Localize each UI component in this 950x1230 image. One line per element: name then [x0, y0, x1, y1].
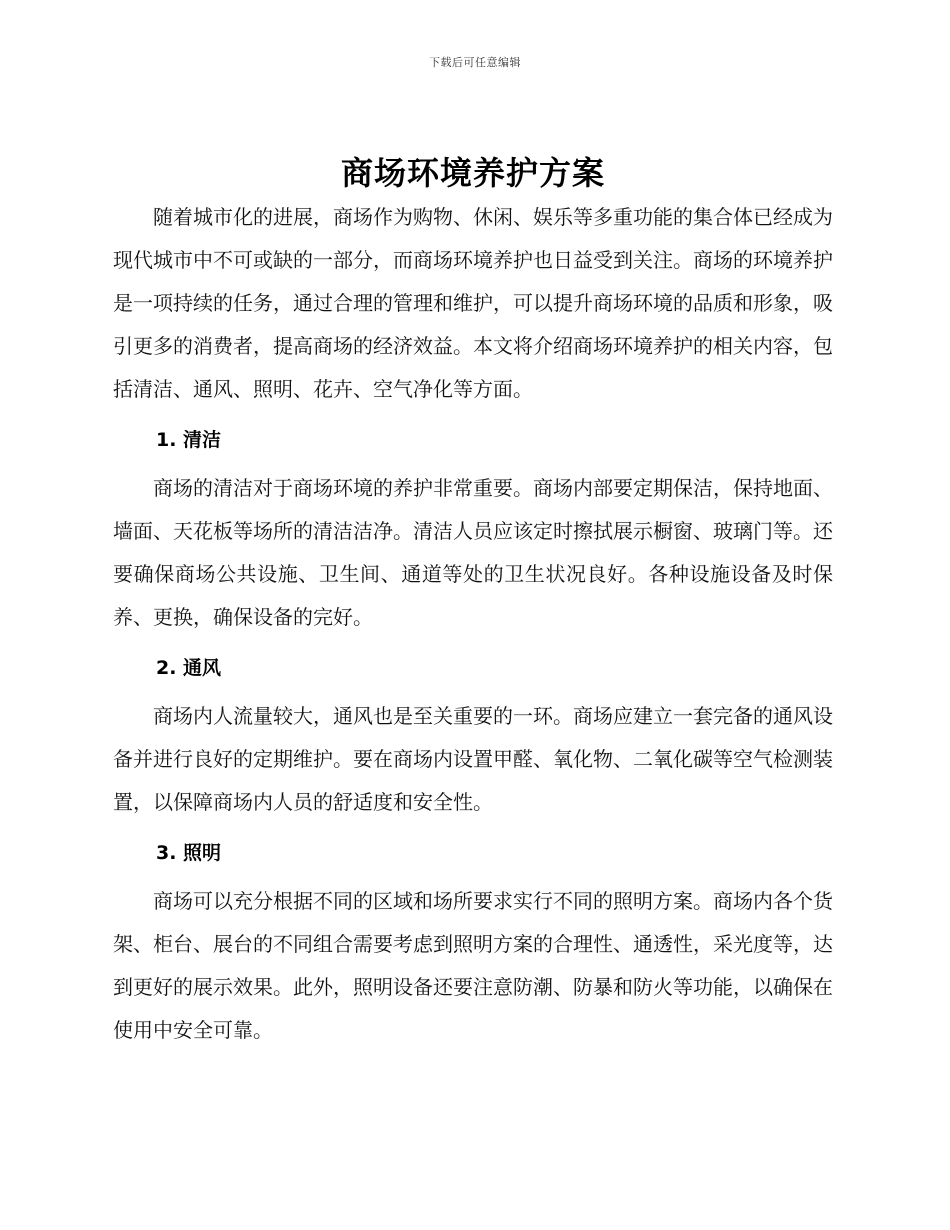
section-body-lighting: 商场可以充分根据不同的区域和场所要求实行不同的照明方案。商场内各个货架、柜台、展台的不同组合需要考虑到照明方案的合理性、通透性，采光度等，达到更好的展示效果。此外，照明设备还要注意防潮、防暴和防火等功能，以确保在使用中安全可靠。: [113, 889, 833, 1042]
section-heading-lighting: 3. 照明: [156, 842, 222, 864]
intro-paragraph: 随着城市化的进展，商场作为购物、休闲、娱乐等多重功能的集合体已经成为现代城市中不可或缺的一部分，而商场环境养护也日益受到关注。商场的环境养护是一项持续的任务，通过合理的管理和维护，可以提升商场环境的品质和形象，吸引更多的消费者，提高商场的经济效益。本文将介绍商场环境养护的相关内容，包括清洁、通风、照明、花卉、空气净化等方面。: [113, 205, 833, 401]
section-heading-ventilation: 2. 通风: [156, 657, 222, 679]
document-body: [113, 150, 833, 1052]
section-body-cleaning: 商场的清洁对于商场环境的养护非常重要。商场内部要定期保洁，保持地面、墙面、天花板等场所的清洁洁净。清洁人员应该定时擦拭展示橱窗、玻璃门等。还要确保商场公共设施、卫生间、通道等处的卫生状况良好。各种设施设备及时保养、更换，确保设备的完好。: [113, 476, 833, 629]
section-body-ventilation: 商场内人流量较大，通风也是至关重要的一环。商场应建立一套完备的通风设备并进行良好的定期维护。要在商场内设置甲醛、氧化物、二氧化碳等空气检测装置，以保障商场内人员的舒适度和安全性。: [113, 704, 833, 814]
section-heading-cleaning: 1. 清洁: [156, 429, 222, 451]
document-title: 商场环境养护方案: [340, 154, 605, 192]
header-note: 下载后可任意编辑: [429, 56, 521, 69]
